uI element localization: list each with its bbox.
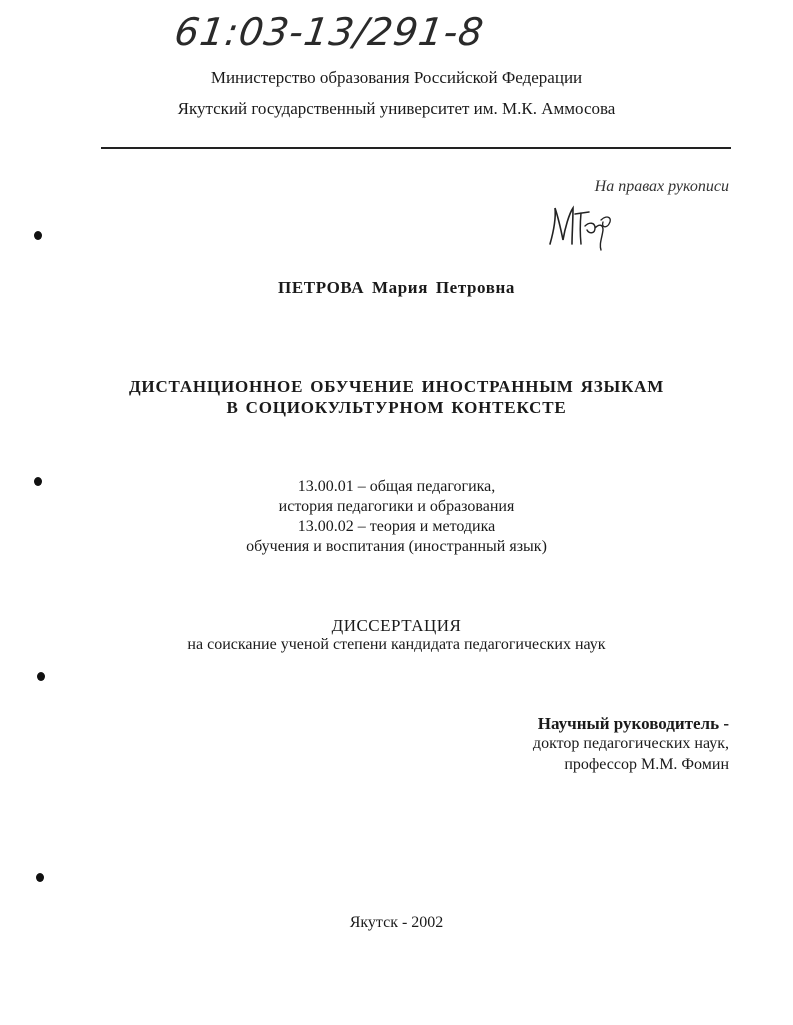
author-name: ПЕТРОВА Мария Петровна <box>278 278 515 297</box>
binding-hole-mark <box>37 672 45 681</box>
supervisor-degree: доктор педагогических наук, <box>532 735 729 752</box>
degree-statement: на соискание ученой степени кандидата педагогических наук <box>187 636 606 653</box>
binding-hole-mark <box>34 231 42 240</box>
title-line-1: ДИСТАНЦИОННОЕ ОБУЧЕНИЕ ИНОСТРАННЫМ ЯЗЫКАМ <box>128 377 665 396</box>
title-line-2: В СОЦИОКУЛЬТУРНОМ КОНТЕКСТЕ <box>226 398 567 417</box>
handwritten-signature <box>545 200 617 252</box>
specialty-line-3: 13.00.02 – теория и методика <box>297 518 496 535</box>
specialty-line-2: история педагогики и образования <box>278 498 515 515</box>
specialty-line-4: обучения и воспитания (иностранный язык) <box>246 538 547 555</box>
rights-note: На правах рукописи <box>594 178 729 195</box>
specialty-line-1: 13.00.01 – общая педагогика, <box>297 478 496 495</box>
document-type: ДИССЕРТАЦИЯ <box>331 616 462 635</box>
supervisor-title: Научный руководитель - <box>537 714 729 733</box>
archive-code: 61:03-13/291-8 <box>171 10 487 54</box>
header-divider <box>101 147 731 149</box>
university-heading: Якутский государственный университет им. М.К. Аммосова <box>177 99 616 118</box>
city-year: Якутск - 2002 <box>349 914 444 931</box>
binding-hole-mark <box>36 873 44 882</box>
ministry-heading: Министерство образования Российской Федерации <box>210 68 583 87</box>
supervisor-name: профессор М.М. Фомин <box>564 756 729 773</box>
binding-hole-mark <box>34 477 42 486</box>
